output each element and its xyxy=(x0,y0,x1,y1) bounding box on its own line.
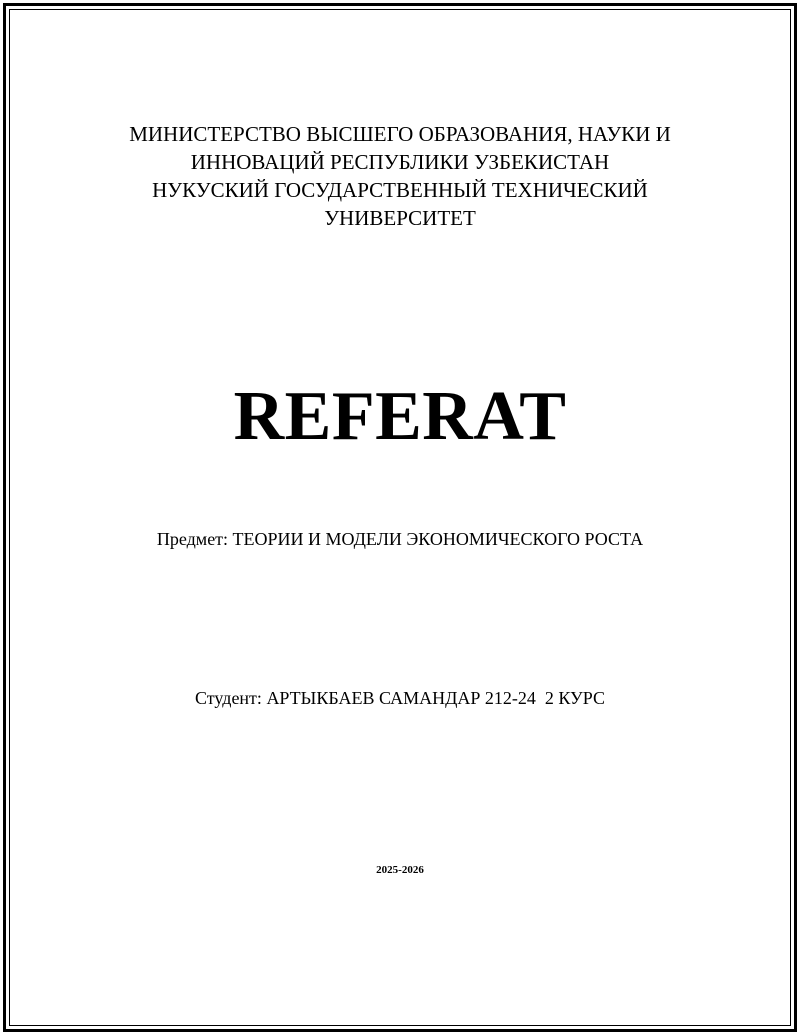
subject-value: ТЕОРИИ И МОДЕЛИ ЭКОНОМИЧЕСКОГО РОСТА xyxy=(232,529,644,549)
student-label: Студент: xyxy=(195,688,262,708)
student-value: АРТЫКБАЕВ САМАНДАР 212-24 2 КУРС xyxy=(266,688,605,708)
header-line: МИНИСТЕРСТВО ВЫСШЕГО ОБРАЗОВАНИЯ, НАУКИ И xyxy=(129,122,671,146)
header-line: ИННОВАЦИЙ РЕСПУБЛИКИ УЗБЕКИСТАН xyxy=(190,150,610,174)
document-title: REFERAT xyxy=(233,378,567,455)
student-line xyxy=(0,686,800,710)
institution-header xyxy=(0,120,800,232)
header-line: УНИВЕРСИТЕТ xyxy=(324,206,476,230)
subject-label: Предмет: xyxy=(156,529,229,549)
academic-year: 2025-2026 xyxy=(376,864,424,876)
subject-line xyxy=(0,527,800,551)
header-line: НУКУСКИЙ ГОСУДАРСТВЕННЫЙ ТЕХНИЧЕСКИЙ xyxy=(152,178,648,202)
